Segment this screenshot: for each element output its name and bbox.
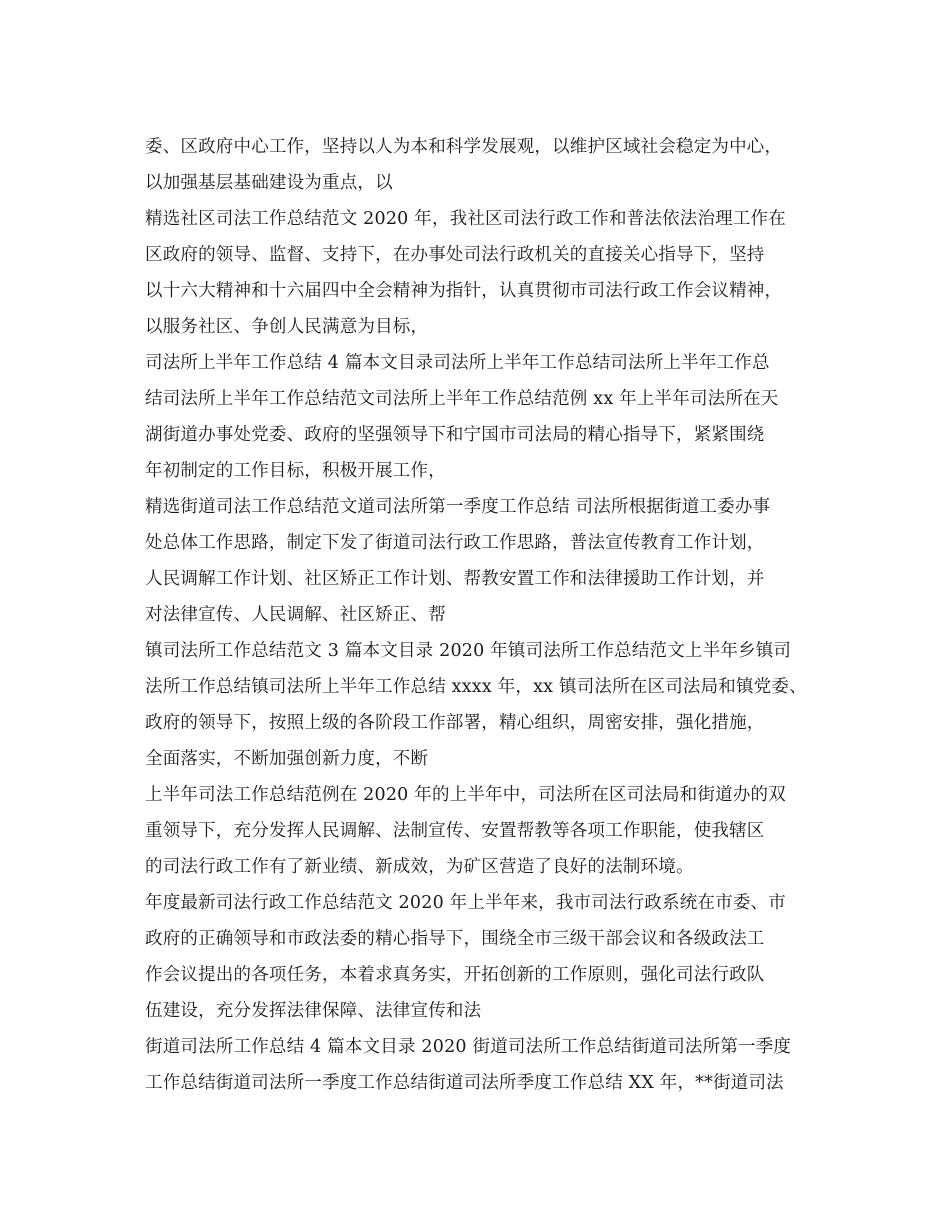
text-line: 法所工作总结镇司法所上半年工作总结 xxxx 年，xx 镇司法所在区司法局和镇党委、 bbox=[145, 677, 807, 697]
text-line: 作会议提出的各项任务，本着求真务实，开拓创新的工作原则，强化司法行政队 bbox=[145, 965, 765, 985]
document-body bbox=[145, 129, 825, 1101]
text-line: 政府的正确领导和市政法委的精心指导下，围绕全市三级干部会议和各级政法工 bbox=[145, 929, 765, 949]
text-line: 精选社区司法工作总结范文 2020 年，我社区司法行政工作和普法依法治理工作在 bbox=[145, 209, 786, 229]
text-line: 全面落实，不断加强创新力度，不断 bbox=[145, 749, 429, 769]
text-line: 以服务社区、争创人民满意为目标， bbox=[145, 317, 429, 337]
text-line: 镇司法所工作总结范文 3 篇本文目录 2020 年镇司法所工作总结范文上半年乡镇司 bbox=[145, 641, 792, 661]
text-line: 伍建设，充分发挥法律保障、法律宣传和法 bbox=[145, 1001, 482, 1021]
text-line: 年度最新司法行政工作总结范文 2020 年上半年来，我市司法行政系统在市委、市 bbox=[145, 893, 786, 913]
text-line: 以加强基层基础建设为重点，以 bbox=[145, 173, 393, 193]
text-line: 的司法行政工作有了新业绩、新成效，为矿区营造了良好的法制环境。 bbox=[145, 857, 694, 877]
text-line: 政府的领导下，按照上级的各阶段工作部署，精心组织，周密安排，强化措施， bbox=[145, 713, 765, 733]
text-line: 司法所上半年工作总结 4 篇本文目录司法所上半年工作总结司法所上半年工作总 bbox=[145, 353, 770, 373]
text-line: 工作总结街道司法所一季度工作总结街道司法所季度工作总结 XX 年，**街道司法 bbox=[145, 1073, 784, 1093]
text-line: 上半年司法工作总结范例在 2020 年的上半年中，司法所在区司法局和街道办的双 bbox=[145, 785, 786, 805]
text-line: 重领导下，充分发挥人民调解、法制宣传、安置帮教等各项工作职能，使我辖区 bbox=[145, 821, 765, 841]
text-line: 结司法所上半年工作总结范文司法所上半年工作总结范例 xx 年上半年司法所在天 bbox=[145, 389, 779, 409]
text-line: 街道司法所工作总结 4 篇本文目录 2020 街道司法所工作总结街道司法所第一季度 bbox=[145, 1037, 792, 1057]
text-line: 委、区政府中心工作，坚持以人为本和科学发展观，以维护区域社会稳定为中心， bbox=[145, 137, 783, 157]
text-line: 年初制定的工作目标，积极开展工作， bbox=[145, 461, 446, 481]
text-line: 以十六大精神和十六届四中全会精神为指针，认真贯彻市司法行政工作会议精神， bbox=[145, 281, 783, 301]
text-line: 湖街道办事处党委、政府的坚强领导下和宁国市司法局的精心指导下，紧紧围绕 bbox=[145, 425, 765, 445]
text-line: 处总体工作思路，制定下发了街道司法行政工作思路，普法宣传教育工作计划， bbox=[145, 533, 765, 553]
text-line: 区政府的领导、监督、支持下，在办事处司法行政机关的直接关心指导下，坚持 bbox=[145, 245, 765, 265]
text-line: 对法律宣传、人民调解、社区矫正、帮 bbox=[145, 605, 446, 625]
text-line: 人民调解工作计划、社区矫正工作计划、帮教安置工作和法律援助工作计划，并 bbox=[145, 569, 765, 589]
text-line: 精选街道司法工作总结范文道司法所第一季度工作总结 司法所根据街道工委办事 bbox=[145, 497, 771, 517]
